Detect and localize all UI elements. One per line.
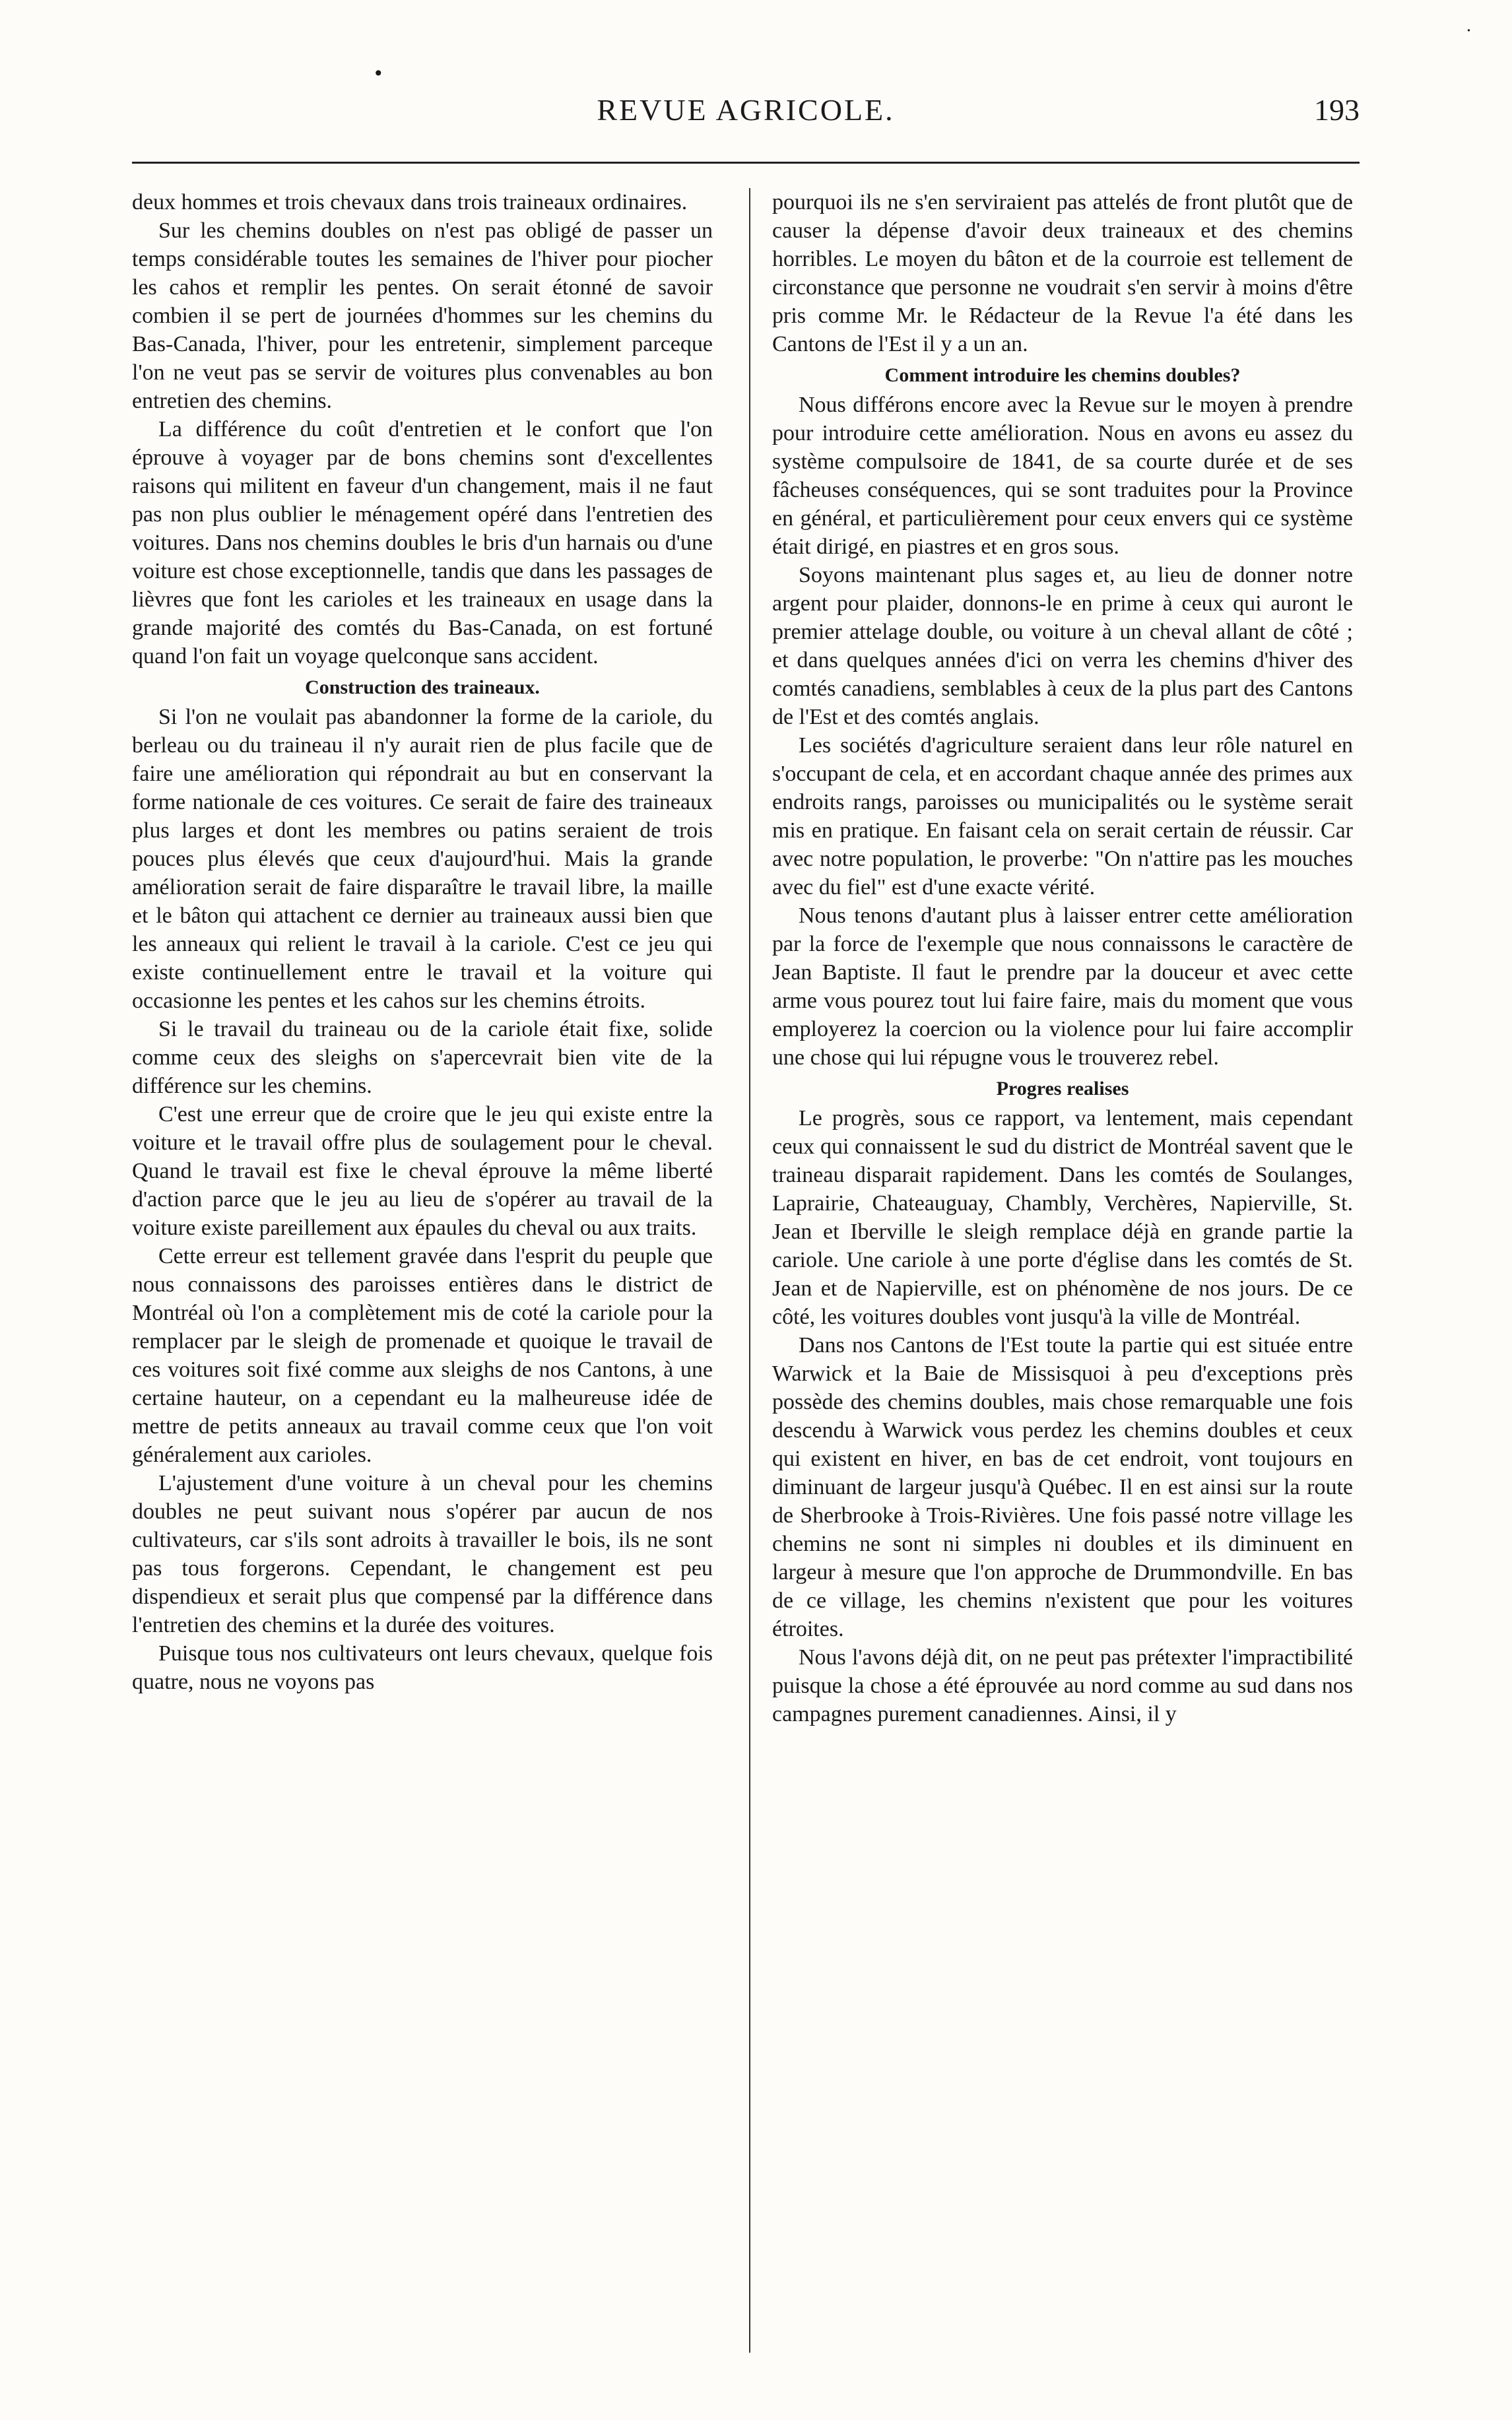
- paragraph: Puisque tous nos cultivateurs ont leurs chevaux, quelque fois quatre, nous ne voyons pas: [132, 1641, 713, 1694]
- section-heading: Construction des traineaux.: [305, 676, 540, 698]
- right-column: [772, 188, 1353, 1728]
- paragraph: Si l'on ne voulait pas abandonner la forme de la cariole, du berleau ou du traineau il n'y aurait rien de plus facile que de faire une amélioration qui répondrait au but en conservant la forme nationale de ces voitures. Ce serait de faire des traineaux plus larges et dont les membres ou patins seraient de trois pouces plus élevés que ceux d'aujourd'hui. Mais la grande amélioration serait de faire disparaître le travail libre, la maille et le bâton qui attachent ce dernier au traineaux aussi bien que les anneaux qui relient le travail à la cariole. C'est ce jeu qui existe continuellement entre le travail et la voiture qui occasionne les pentes et les cahos sur les chemins étroits.: [132, 705, 713, 1013]
- paragraph: Cette erreur est tellement gravée dans l'esprit du peuple que nous connaissons des paroisses entières dans le district de Montréal où l'on a complètement mis de coté la cariole pour la remplacer par le sleigh de promenade et quoique le travail de ces voitures soit fixé comme aux sleighs de nos Cantons, à une certaine hauteur, on a cependant eu la malheureuse idée de mettre de petits anneaux au travail comme ceux que l'on voit généralement aux carioles.: [132, 1244, 713, 1467]
- paragraph: Nous différons encore avec la Revue sur le moyen à prendre pour introduire cette amélioration. Nous en avons eu assez du système compulsoire de 1841, de sa courte durée et de ses fâcheuses conséquences, qui se sont traduites pour la Province en général, et particulièrement pour ceux envers qui ce système était dirigé, en piastres et en gros sous.: [772, 393, 1353, 559]
- paragraph: Nous l'avons déjà dit, on ne peut pas prétexter l'impractibilité puisque la chose a été éprouvée au nord comme au sud dans nos campagnes purement canadiennes. Ainsi, il y: [772, 1645, 1353, 1726]
- page-number: 193: [1314, 93, 1360, 127]
- header-rule: [132, 162, 1360, 164]
- paragraph: Soyons maintenant plus sages et, au lieu de donner notre argent pour plaider, donnons-le en prime à ceux qui auront le premier attelage double, ou voiture à un cheval allant de côté ; et dans quelques années d'ici on verra les chemins d'hiver des comtés canadiens, semblables à ceux de la plus part des Cantons de l'Est et des comtés anglais.: [772, 563, 1353, 729]
- paragraph: C'est une erreur que de croire que le jeu qui existe entre la voiture et le travail offre plus de soulagement pour le cheval. Quand le travail est fixe le cheval éprouve la même liberté d'action parce que le jeu au lieu de s'opérer au travail de la voiture existe pareillement aux épaules du cheval ou aux traits.: [132, 1102, 713, 1240]
- running-head: REVUE AGRICOLE.: [597, 93, 895, 127]
- paragraph: Dans nos Cantons de l'Est toute la partie qui est située entre Warwick et la Baie de Missisquoi à peu d'exceptions près possède des chemins doubles, mais chose remarquable une fois descendu à Warwick vous perdez les chemins doubles et ceux qui existent en hiver, en bas de cet endroit, vont toujours en diminuant de largeur jusqu'à Québec. Il en est ainsi sur la route de Sherbrooke à Trois-Rivières. Une fois passé notre village les chemins ne sont ni simples ni doubles et ils diminuent en largeur à mesure que l'on approche de Drummondville. En bas de ce village, les chemins n'existent que pour les voitures étroites.: [772, 1333, 1353, 1641]
- column-divider: [749, 188, 750, 2353]
- paragraph: Les sociétés d'agriculture seraient dans leur rôle naturel en s'occupant de cela, et en accordant chaque année des primes aux endroits rangs, paroisses ou municipalités ou le système serait mis en pratique. En faisant cela on serait certain de réussir. Car avec notre population, le proverbe: "On n'attire pas les mouches avec du fiel" est d'une exacte vérité.: [772, 733, 1353, 899]
- left-column: [132, 188, 713, 1696]
- printer-mark: •: [373, 63, 384, 84]
- section-heading: Comment introduire les chemins doubles?: [884, 364, 1241, 386]
- paragraph: deux hommes et trois chevaux dans trois traineaux ordinaires.: [132, 190, 688, 214]
- paragraph: L'ajustement d'une voiture à un cheval pour les chemins doubles ne peut suivant nous s'opérer par aucun de nos cultivateurs, car s'ils sont adroits à travailler le bois, ils ne sont pas tous forgerons. Cependant, le changement est peu dispendieux et serait plus que compensé par la différence dans l'entretien des chemins et la durée des voitures.: [132, 1471, 713, 1637]
- section-heading: Progres realises: [996, 1078, 1129, 1099]
- paragraph: pourquoi ils ne s'en serviraient pas attelés de front plutôt que de causer la dépense d'avoir deux traineaux et des chemins horribles. Le moyen du bâton et de la courroie est tellement de circonstance que personne ne voudrait s'en servir à moins d'être pris comme Mr. le Rédacteur de la Revue l'a été dans les Cantons de l'Est il y a un an.: [772, 190, 1353, 356]
- margin-mark: ˙: [1464, 26, 1474, 49]
- page-header: [132, 92, 1360, 145]
- paragraph: Nous tenons d'autant plus à laisser entrer cette amélioration par la force de l'exemple que nous connaissons le caractère de Jean Baptiste. Il faut le prendre par la douceur et avec cette arme vous pourez tout lui faire faire, mais du moment que vous employerez la coercion ou la violence pour lui faire accomplir une chose qui lui répugne vous le trouverez rebel.: [772, 903, 1353, 1070]
- paragraph: Sur les chemins doubles on n'est pas obligé de passer un temps considérable toutes les semaines de l'hiver pour piocher les cahos et remplir les pentes. On serait étonné de savoir combien il se pert de journées d'hommes sur les chemins du Bas-Canada, l'hiver, pour les entretenir, simplement parceque l'on ne veut pas se servir de voitures plus convenables au bon entretien des chemins.: [132, 218, 713, 413]
- paragraph: Si le travail du traineau ou de la cariole était fixe, solide comme ceux des sleighs on s'apercevrait bien vite de la différence sur les chemins.: [132, 1017, 713, 1098]
- paragraph: Le progrès, sous ce rapport, va lentement, mais cependant ceux qui connaissent le sud du district de Montréal savent que le traineau disparait rapidement. Dans les comtés de Soulanges, Laprairie, Chateauguay, Chambly, Verchères, Napierville, St. Jean et Iberville le sleigh remplace déjà en grande partie la cariole. Une cariole à une porte d'église dans les comtés de St. Jean et de Napierville, est on phénomène de nos jours. De ce côté, les voitures doubles vont jusqu'à la ville de Montréal.: [772, 1106, 1353, 1329]
- paragraph: La différence du coût d'entretien et le confort que l'on éprouve à voyager par de bons chemins sont d'excellentes raisons qui militent en faveur d'un changement, mais il ne faut pas non plus oublier le ménagement opéré dans l'entretien des voitures. Dans nos chemins doubles le bris d'un harnais ou d'une voiture est chose exceptionnelle, tandis que dans les passages de lièvres que font les carioles et les traineaux en usage dans la grande majorité des comtés du Bas-Canada, on est fortuné quand l'on fait un voyage quelconque sans accident.: [132, 417, 713, 669]
